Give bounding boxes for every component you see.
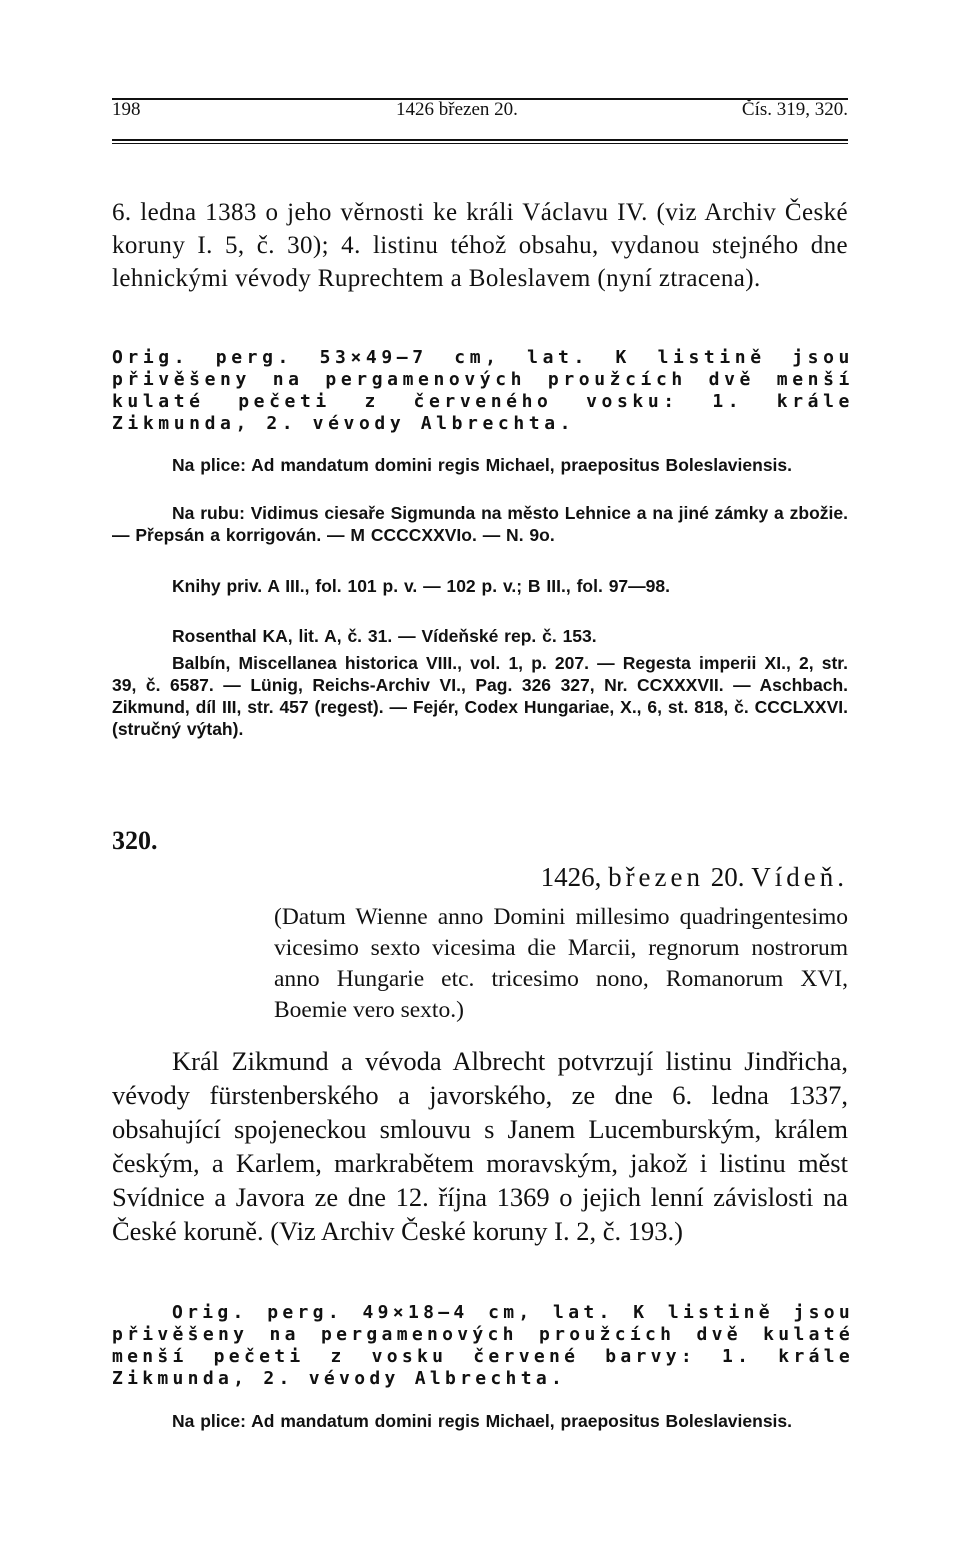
- prev-doc-bibliography: Balbín, Miscellanea historica VIII., vol. 1, p. 207. — Regesta imperii XI., 2, str. 39, č. 6587. — Lünig, Reichs-Archiv VI., Pag. 326 327, Nr. CCXXXVII. — Aschbach. Zikmund, díl III, str. 457 (regest). — Fejér, Codex Hungariae, X., 6, st. 818, č. CCCLXXVI. (stručný výtah).: [112, 653, 848, 739]
- header-double-rule: [112, 139, 848, 141]
- document-date-place: [541, 860, 848, 894]
- latin-dating-clause: (Datum Wienne anno Domini millesimo quadringentesimo vicesimo sexto vicesima die Marcii, regnorum nostrorum anno Hungarie etc. tricesimo nono, Romanorum XVI, Boemie vero sexto.): [274, 904, 848, 1023]
- prev-doc-rosenthal: Rosenthal KA, lit. A, č. 31. — Vídeňské rep. č. 153.: [172, 626, 597, 646]
- header-double-rule-thin: [112, 143, 848, 144]
- date-month: březen: [608, 862, 705, 892]
- prev-doc-knihy: Knihy priv. A III., fol. 101 p. v. — 102 p. v.; B III., fol. 97—98.: [172, 576, 670, 596]
- prev-doc-na-plice: Na plice: Ad mandatum domini regis Michael, praepositus Boleslaviensis.: [172, 455, 793, 475]
- doc-orig-note: Orig. perg. 49×18—4 cm, lat. K listině jsou přivěšeny na pergamenových proužcích dvě kulaté menší pečeti z vosku červené barvy: 1. krále Zikmunda, 2. vévody Albrechta.: [112, 1302, 854, 1389]
- header-date: 1426 březen 20.: [396, 99, 518, 120]
- document-number: 320.: [112, 826, 158, 855]
- running-header: [112, 100, 848, 120]
- date-place: Vídeň.: [751, 862, 848, 892]
- date-day: 20.: [710, 862, 745, 892]
- prev-doc-continuation: 6. ledna 1383 o jeho věrnosti ke králi Václavu IV. (viz Archiv České koruny I. 5, č. 30); 4. listinu téhož obsahu, vydanou stejného dne lehnickými vévody Ruprechtem a Boleslavem (nyní ztracena).: [112, 199, 848, 292]
- date-year: 1426,: [540, 862, 602, 892]
- prev-doc-na-rubu: Na rubu: Vidimus ciesaře Sigmunda na město Lehnice a na jiné zámky a zbožie. — Přepsán a korrigován. — M CCCCXXVIo. — N. 9o.: [112, 503, 848, 545]
- document-summary: Král Zikmund a vévoda Albrecht potvrzují listinu Jindřicha, vévody fürstenberského a javorského, ze dne 6. ledna 1337, obsahující spojeneckou smlouvu s Janem Lucemburským, králem českým, a Karlem, markrabětem moravským, jakož i listinu měst Svídnice a Javora ze dne 12. října 1369 o jejich lenní závislosti na České koruně. (Viz Archiv České koruny I. 2, č. 193.): [112, 1046, 848, 1246]
- prev-doc-orig-note: Orig. perg. 53×49—7 cm, lat. K listině jsou přivěšeny na pergamenových proužcích dvě menší kulaté pečeti z červeného vosku: 1. krále Zikmunda, 2. vévody Albrechta.: [112, 347, 854, 434]
- doc-na-plice: Na plice: Ad mandatum domini regis Michael, praepositus Boleslaviensis.: [172, 1411, 793, 1431]
- page-number: 198: [112, 99, 141, 120]
- header-doc-numbers: Čís. 319, 320.: [741, 99, 848, 120]
